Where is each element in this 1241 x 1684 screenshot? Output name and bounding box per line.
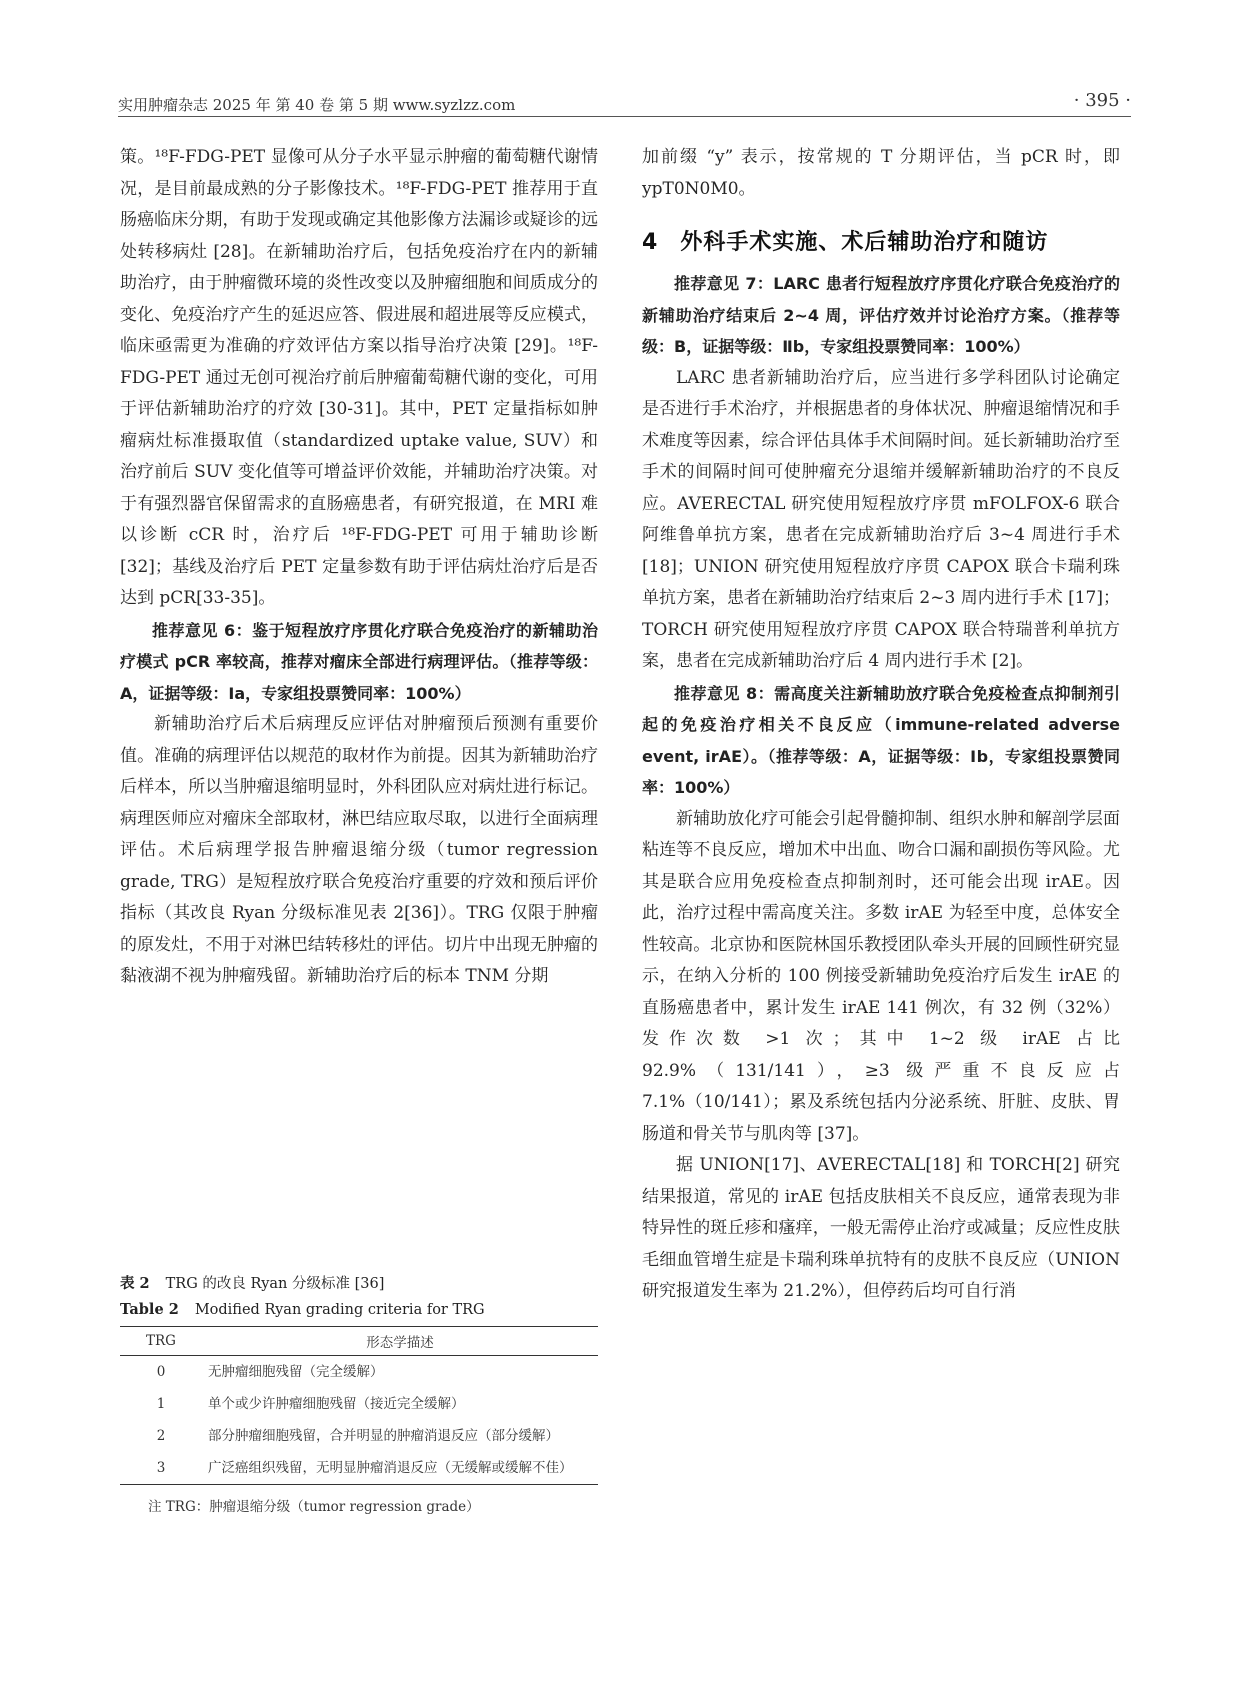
right-column bbox=[642, 142, 1120, 1308]
table-2 bbox=[120, 1272, 598, 1515]
table-row: 0 无肿瘤细胞残留（完全缓解） bbox=[156, 1364, 384, 1380]
recommendation-7: 推荐意见 7：LARC 患者行短程放疗序贯化疗联合免疫治疗的新辅助治疗结束后 2~4 周，评估疗效并讨论治疗方案。（推荐等级：B，证据等级：Ⅱb，专家组投票赞同率：100%） bbox=[642, 274, 1120, 356]
left-column bbox=[120, 142, 598, 993]
paragraph-irae-types: 据 UNION[17]、AVERECTAL[18] 和 TORCH[2] 研究结果报道，常见的 irAE 包括皮肤相关不良反应，通常表现为非特异性的斑丘疹和瘙痒，一般无需停止治疗或减量；反应性皮肤毛细血管增生症是卡瑞利珠单抗特有的皮肤不良反应（UNION 研究报道发生率为 21.2%），但停药后均可自行消 bbox=[642, 1155, 1120, 1301]
table-header-desc: 形态学描述 bbox=[202, 1327, 598, 1356]
table-row: 1 单个或少许肿瘤细胞残留（接近完全缓解） bbox=[156, 1396, 465, 1412]
table-caption-cn: 表 2 TRG 的改良 Ryan 分级标准 [36] bbox=[120, 1275, 385, 1292]
paragraph-pet: 策。¹⁸F-FDG-PET 显像可从分子水平显示肿瘤的葡萄糖代谢情况，是目前最成熟的分子影像技术。¹⁸F-FDG-PET 推荐用于直肠癌临床分期，有助于发现或确定其他影像方法漏诊或疑诊的远处转移病灶 [28]。在新辅助治疗后，包括免疫治疗在内的新辅助治疗，由于肿瘤微环境的炎性改变以及肿瘤细胞和间质成分的变化、免疫治疗产生的延迟应答、假进展和超进展等反应模式，临床亟需更为准确的疗效评估方案以指导治疗决策 [29]。¹⁸F-FDG-PET 通过无创可视治疗前后肿瘤葡萄糖代谢的变化，可用于评估新辅助治疗的疗效 [30-31]。其中，PET 定量指标如肿瘤病灶标准摄取值（standardized uptake value, SUV）和治疗前后 SUV 变化值等可增益评价效能，并辅助治疗决策。对于有强烈器官保留需求的直肠癌患者，有研究报道，在 MRI 难以诊断 cCR 时，治疗后 ¹⁸F-FDG-PET 可用于辅助诊断 [32]；基线及治疗后 PET 定量参数有助于评估病灶治疗后是否达到 pCR[33-35]。 bbox=[120, 147, 598, 608]
table-row: 2 部分肿瘤细胞残留，合并明显的肿瘤消退反应（部分缓解） bbox=[156, 1428, 559, 1444]
section-title: 外科手术实施、术后辅助治疗和随访 bbox=[680, 230, 1049, 255]
section-heading bbox=[642, 225, 1120, 256]
running-head bbox=[118, 88, 1131, 117]
table-header-trg: TRG bbox=[120, 1327, 202, 1356]
journal-info: 实用肿瘤杂志 2025 年 第 40 卷 第 5 期 www.syzlzz.com bbox=[118, 96, 516, 114]
section-number: 4 bbox=[642, 230, 659, 255]
paragraph-surgery-interval: LARC 患者新辅助治疗后，应当进行多学科团队讨论确定是否进行手术治疗，并根据患者的身体状况、肿瘤退缩情况和手术难度等因素，综合评估具体手术间隔时间。延长新辅助治疗至手术的间隔时间可使肿瘤充分退缩并缓解新辅助治疗的不良反应。AVERECTAL 研究使用短程放疗序贯 mFOLFOX-6 联合阿维鲁单抗方案，患者在完成新辅助治疗后 3~4 周进行手术 [18]；UNION 研究使用短程放疗序贯 CAPOX 联合卡瑞利珠单抗方案，患者在新辅助治疗结束后 2~3 周内进行手术 [17]；TORCH 研究使用短程放疗序贯 CAPOX 联合特瑞普利单抗方案，患者在完成新辅助治疗后 4 周内进行手术 [2]。 bbox=[642, 367, 1120, 671]
recommendation-6: 推荐意见 6：鉴于短程放疗序贯化疗联合免疫治疗的新辅助治疗模式 pCR 率较高，推荐对瘤床全部进行病理评估。（推荐等级：A，证据等级：Ⅰa，专家组投票赞同率：100%） bbox=[120, 620, 598, 703]
recommendation-8: 推荐意见 8：需高度关注新辅助放疗联合免疫检查点抑制剂引起的免疫治疗相关不良反应（immune-related adverse event, irAE）。（推荐等级：A，证据等级：Ⅰb，专家组投票赞同率：100%） bbox=[642, 683, 1120, 797]
paragraph-ypt: 加前缀 “y” 表示，按常规的 T 分期评估，当 pCR 时，即 ypT0N0M0。 bbox=[642, 147, 1120, 199]
page-number: · 395 · bbox=[1073, 90, 1131, 111]
table-caption-en: Table 2 Modified Ryan grading criteria for TRG bbox=[120, 1301, 485, 1318]
table-note: 注 TRG：肿瘤退缩分级（tumor regression grade） bbox=[148, 1499, 480, 1515]
paragraph-irae: 新辅助放化疗可能会引起骨髓抑制、组织水肿和解剖学层面粘连等不良反应，增加术中出血、吻合口漏和副损伤等风险。尤其是联合应用免疫检查点抑制剂时，还可能会出现 irAE。因此，治疗过程中需高度关注。多数 irAE 为轻至中度，总体安全性较高。北京协和医院林国乐教授团队牵头开展的回顾性研究显示，在纳入分析的 100 例接受新辅助免疫治疗后发生 irAE 的直肠癌患者中，累计发生 irAE 141 例次，有 32 例（32%）发作次数 >1 次；其中 1~2 级 irAE 占比 92.9%（131/141），≥3 级严重不良反应占 7.1%（10/141）；累及系统包括内分泌系统、肝脏、皮肤、胃肠道和骨关节与肌肉等 [37]。 bbox=[642, 808, 1120, 1144]
trg-table bbox=[120, 1326, 598, 1485]
paragraph-pathology: 新辅助治疗后术后病理反应评估对肿瘤预后预测有重要价值。准确的病理评估以规范的取材作为前提。因其为新辅助治疗后样本，所以当肿瘤退缩明显时，外科团队应对病灶进行标记。病理医师应对瘤床全部取材，淋巴结应取尽取，以进行全面病理评估。术后病理学报告肿瘤退缩分级（tumor regression grade, TRG）是短程放疗联合免疫治疗重要的疗效和预后评价指标（其改良 Ryan 分级标准见表 2[36]）。TRG 仅限于肿瘤的原发灶，不用于对淋巴结转移灶的评估。切片中出现无肿瘤的黏液湖不视为肿瘤残留。新辅助治疗后的标本 TNM 分期 bbox=[120, 714, 598, 986]
table-row: 3 广泛癌组织残留，无明显肿瘤消退反应（无缓解或缓解不佳） bbox=[120, 1452, 598, 1485]
